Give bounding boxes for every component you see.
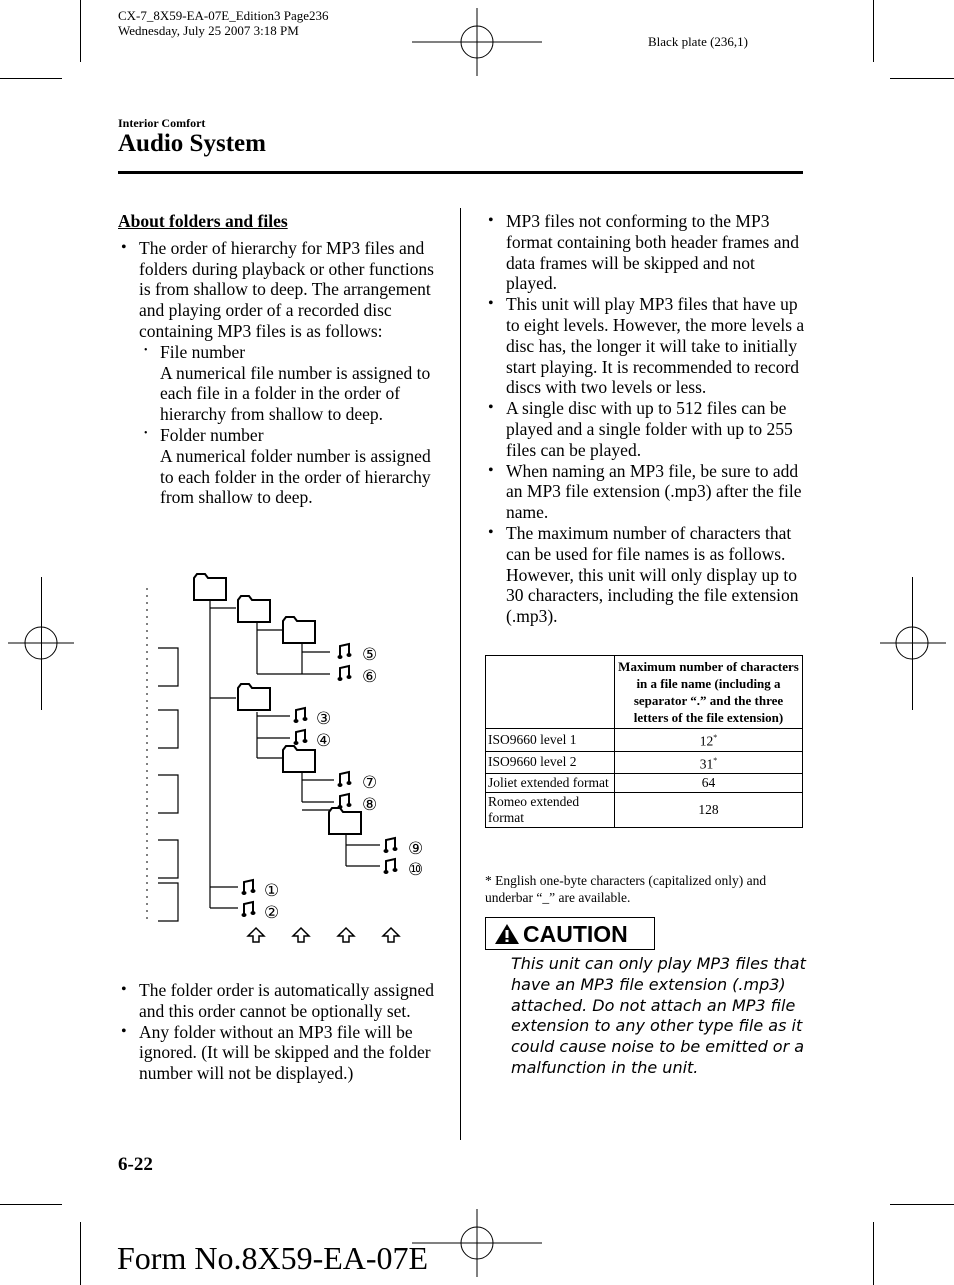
sub-item <box>139 425 443 508</box>
file-number-7: ⑦ <box>362 773 378 793</box>
music-note-icon <box>338 666 352 681</box>
bullet-item: • The maximum number of characters that can be used for file names is as follows. However, this unit will only display up to 30 characters, including the file extension (.mp3). <box>485 523 805 627</box>
table-cell-value: 128 <box>615 793 803 828</box>
table-row <box>486 751 803 774</box>
caution-text: This unit can only play MP3 files that have an MP3 file extension (.mp3) attached. Do not attach an MP3 file extension to any other type file as it could cause noise to be emitted or a malfunction in the unit. <box>511 954 806 1077</box>
level-arrow-icon <box>383 928 399 942</box>
level-arrow-icon <box>293 928 309 942</box>
section-label: Interior Comfort <box>118 116 206 130</box>
file-number-5: ⑤ <box>362 645 378 665</box>
left-column <box>118 211 443 508</box>
file-number-6: ⑥ <box>362 667 378 687</box>
sub-text: A numerical file number is assigned to each file in a folder in the order of hierarchy from shallow to deep. <box>160 362 431 425</box>
file-number-8: ⑧ <box>362 795 378 815</box>
caution-label: CAUTION <box>523 921 628 947</box>
cell-value: 31 <box>699 756 714 771</box>
right-column <box>485 211 805 627</box>
table-row <box>486 793 803 828</box>
table-footnote: * English one-byte characters (capitalized only) and underbar “_” are available. <box>485 873 767 905</box>
bullet-text: The order of hierarchy for MP3 files and folders during playback or other functions is from shallow to deep. The arrangement and playing order of a recorded disc containing MP3 files is as follows: <box>139 237 434 341</box>
bullet-item: • This unit will play MP3 files that have up to eight levels. However, the more levels a disc has, the longer it will take to initially start playing. It is recommended to record discs with two levels or less. <box>485 294 805 398</box>
music-note-icon <box>294 730 308 745</box>
table-header-empty <box>486 656 615 729</box>
header-line-2: Wednesday, July 25 2007 3:18 PM <box>118 23 299 38</box>
form-number: Form No.8X59-EA-07E <box>117 1240 429 1276</box>
sub-text: A numerical folder number is assigned to each folder in the order of hierarchy from shallow to deep. <box>160 445 431 508</box>
caution-box <box>485 917 655 950</box>
level-arrow-icon <box>248 928 264 942</box>
music-note-icon <box>242 902 256 917</box>
footnote-mark: * <box>713 733 718 742</box>
folder-icon <box>329 808 361 834</box>
sub-item <box>139 342 443 425</box>
sub-title: File number <box>160 341 246 362</box>
table-header: Maximum number of characters in a file name (including a separator “.” and the three letters of the file extension) <box>615 656 803 729</box>
table-cell-value: 64 <box>615 774 803 793</box>
file-number-3: ③ <box>316 709 332 729</box>
table-row <box>486 774 803 793</box>
bullet-item: • The folder order is automatically assigned and this order cannot be optionally set. <box>118 980 443 1022</box>
footnote-mark: * <box>713 755 718 765</box>
table-header-row <box>486 656 803 729</box>
table-cell-label: ISO9660 level 1 <box>486 729 615 752</box>
music-note-icon <box>338 794 352 809</box>
music-note-icon <box>294 708 308 723</box>
page-number: 6-22 <box>118 1154 153 1175</box>
column-divider <box>460 208 461 1140</box>
music-note-icon <box>242 880 256 895</box>
bullet-item: • A single disc with up to 512 files can be played and a single folder with up to 255 files can be played. <box>485 398 805 460</box>
table-cell-label: Joliet extended format <box>486 774 615 793</box>
folder-icon <box>194 574 226 600</box>
bullet-item: • When naming an MP3 file, be sure to add an MP3 file extension (.mp3) after the file name. <box>485 461 805 523</box>
file-number-10: ⑩ <box>408 860 424 880</box>
header-line-1: CX-7_8X59-EA-07E_Edition3 Page236 <box>118 8 329 23</box>
warning-triangle-icon <box>494 923 520 945</box>
folder-hierarchy-diagram <box>130 560 450 960</box>
folder-icon <box>283 617 315 643</box>
file-number-2: ② <box>264 903 280 923</box>
filename-length-table <box>485 655 803 828</box>
file-number-4: ④ <box>316 731 332 751</box>
folder-icon <box>238 596 270 622</box>
file-number-1: ① <box>264 881 280 901</box>
plate-label: Black plate (236,1) <box>648 34 748 49</box>
print-header <box>118 8 329 38</box>
table-cell-value <box>615 729 803 752</box>
sub-title: Folder number <box>160 424 264 445</box>
table-row <box>486 729 803 752</box>
folder-icon <box>238 684 270 710</box>
cell-value: 12 <box>699 733 714 749</box>
music-note-icon <box>384 838 398 853</box>
music-note-icon <box>384 859 398 874</box>
bullet-item: • Any folder without an MP3 file will be ignored. (It will be skipped and the folder number will not be displayed.) <box>118 1022 443 1084</box>
music-note-icon <box>338 772 352 787</box>
file-number-9: ⑨ <box>408 839 424 859</box>
level-arrow-icon <box>338 928 354 942</box>
folder-icon <box>283 746 315 772</box>
table-cell-label: ISO9660 level 2 <box>486 751 615 774</box>
table-cell-value <box>615 751 803 774</box>
left-column-lower <box>118 980 443 1084</box>
table-cell-label: Romeo extended format <box>486 793 615 828</box>
page-title: Audio System <box>118 130 266 157</box>
bullet-item: • MP3 files not conforming to the MP3 format containing both header frames and data frames will be skipped and not played. <box>485 211 805 294</box>
subheading: About folders and files <box>118 211 288 231</box>
music-note-icon <box>338 644 352 659</box>
bullet-item <box>118 238 443 508</box>
title-rule <box>118 171 803 174</box>
